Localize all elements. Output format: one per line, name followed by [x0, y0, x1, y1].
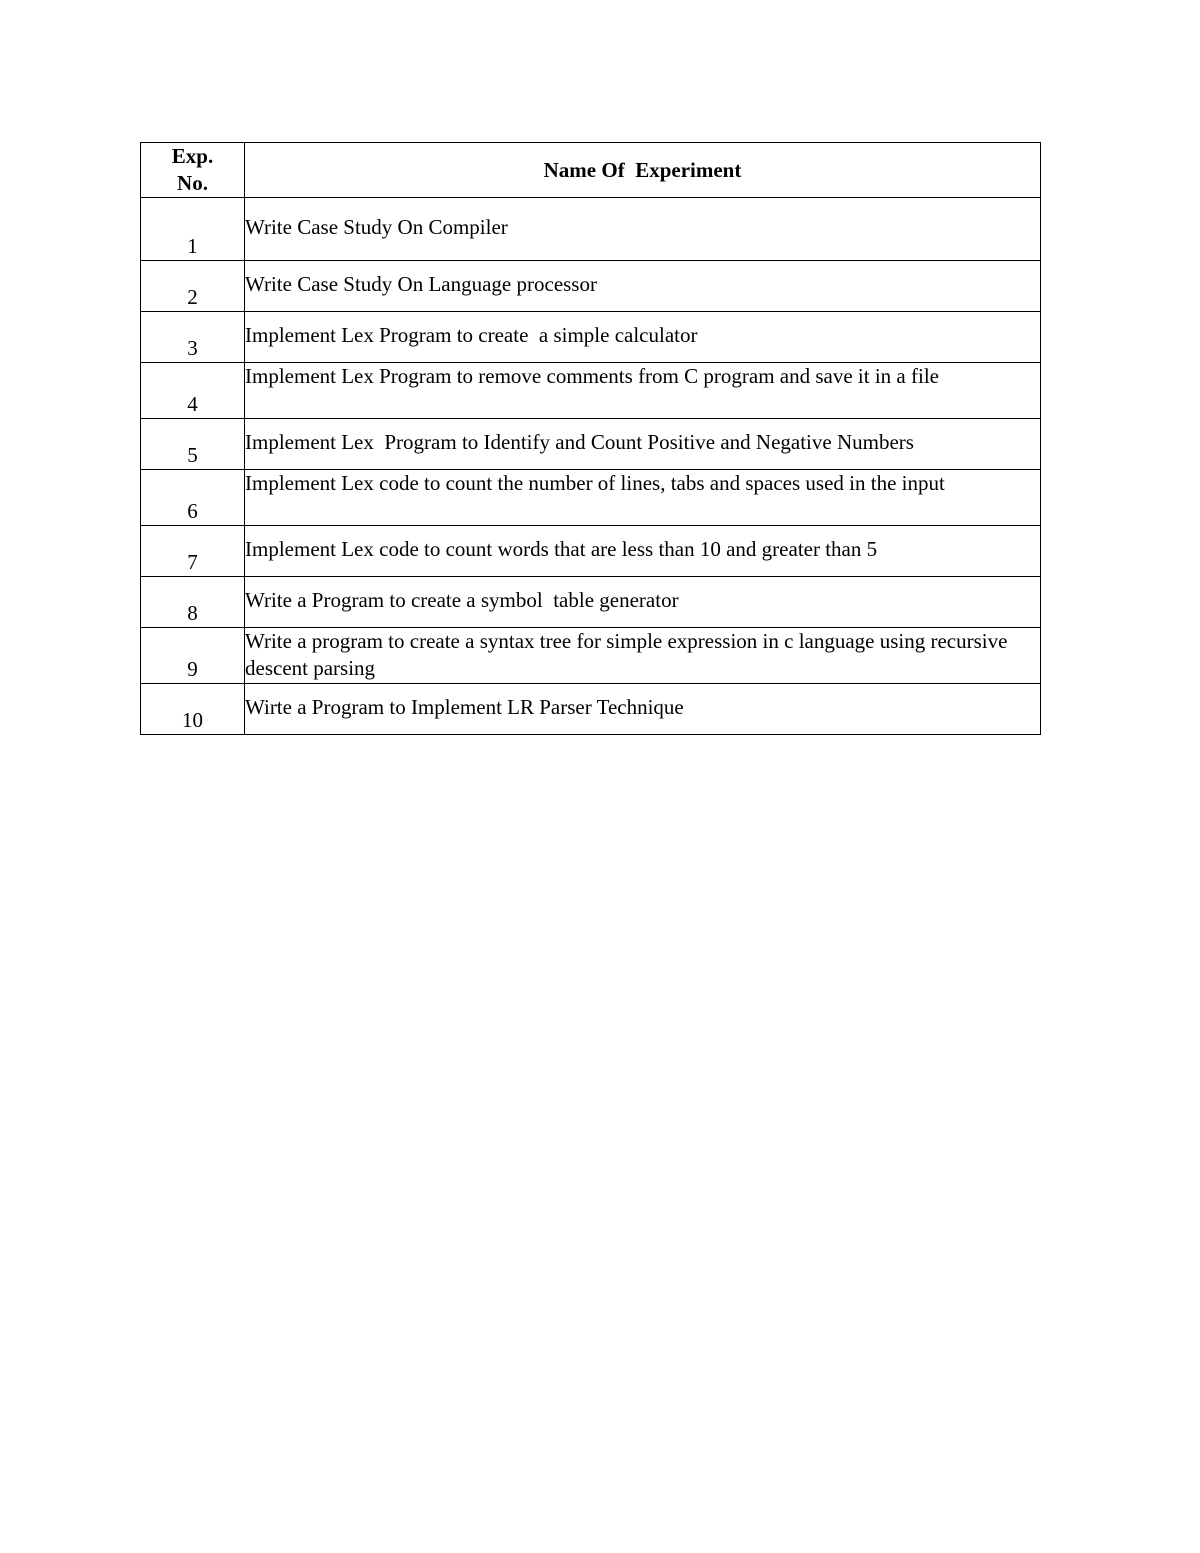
experiment-list-table: [140, 142, 1041, 735]
exp-number: 10: [141, 684, 245, 735]
table-row: [141, 312, 1041, 363]
exp-name: Write a Program to create a symbol table generator: [245, 577, 1041, 628]
exp-name: Write a program to create a syntax tree for simple expression in c language using recursive descent parsing: [245, 628, 1041, 684]
exp-name: Wirte a Program to Implement LR Parser Technique: [245, 684, 1041, 735]
table-header-row: [141, 143, 1041, 198]
table-row: [141, 628, 1041, 684]
exp-number: 7: [141, 526, 245, 577]
table-row: [141, 419, 1041, 470]
table-row: [141, 470, 1041, 526]
exp-name: Implement Lex Program to remove comments from C program and save it in a file: [245, 363, 1041, 419]
exp-number: 2: [141, 261, 245, 312]
table-row: [141, 198, 1041, 261]
exp-name: Implement Lex Program to Identify and Count Positive and Negative Numbers: [245, 419, 1041, 470]
exp-number: 5: [141, 419, 245, 470]
table-row: [141, 577, 1041, 628]
exp-number: 8: [141, 577, 245, 628]
exp-name: Write Case Study On Compiler: [245, 198, 1041, 261]
exp-name: Implement Lex Program to create a simple calculator: [245, 312, 1041, 363]
table-row: [141, 261, 1041, 312]
exp-number: 3: [141, 312, 245, 363]
header-experiment-name: Name Of Experiment: [245, 143, 1041, 198]
table-row: [141, 684, 1041, 735]
table-row: [141, 526, 1041, 577]
header-exp-no-line1: Exp.: [171, 144, 214, 168]
exp-name: Write Case Study On Language processor: [245, 261, 1041, 312]
exp-number: 6: [141, 470, 245, 526]
exp-number: 4: [141, 363, 245, 419]
exp-name: Implement Lex code to count the number of lines, tabs and spaces used in the input: [245, 470, 1041, 526]
exp-number: 9: [141, 628, 245, 684]
exp-name: Implement Lex code to count words that are less than 10 and greater than 5: [245, 526, 1041, 577]
table-row: [141, 363, 1041, 419]
header-exp-no: [141, 143, 245, 198]
exp-number: 1: [141, 198, 245, 261]
header-exp-no-line2: No.: [177, 171, 208, 195]
